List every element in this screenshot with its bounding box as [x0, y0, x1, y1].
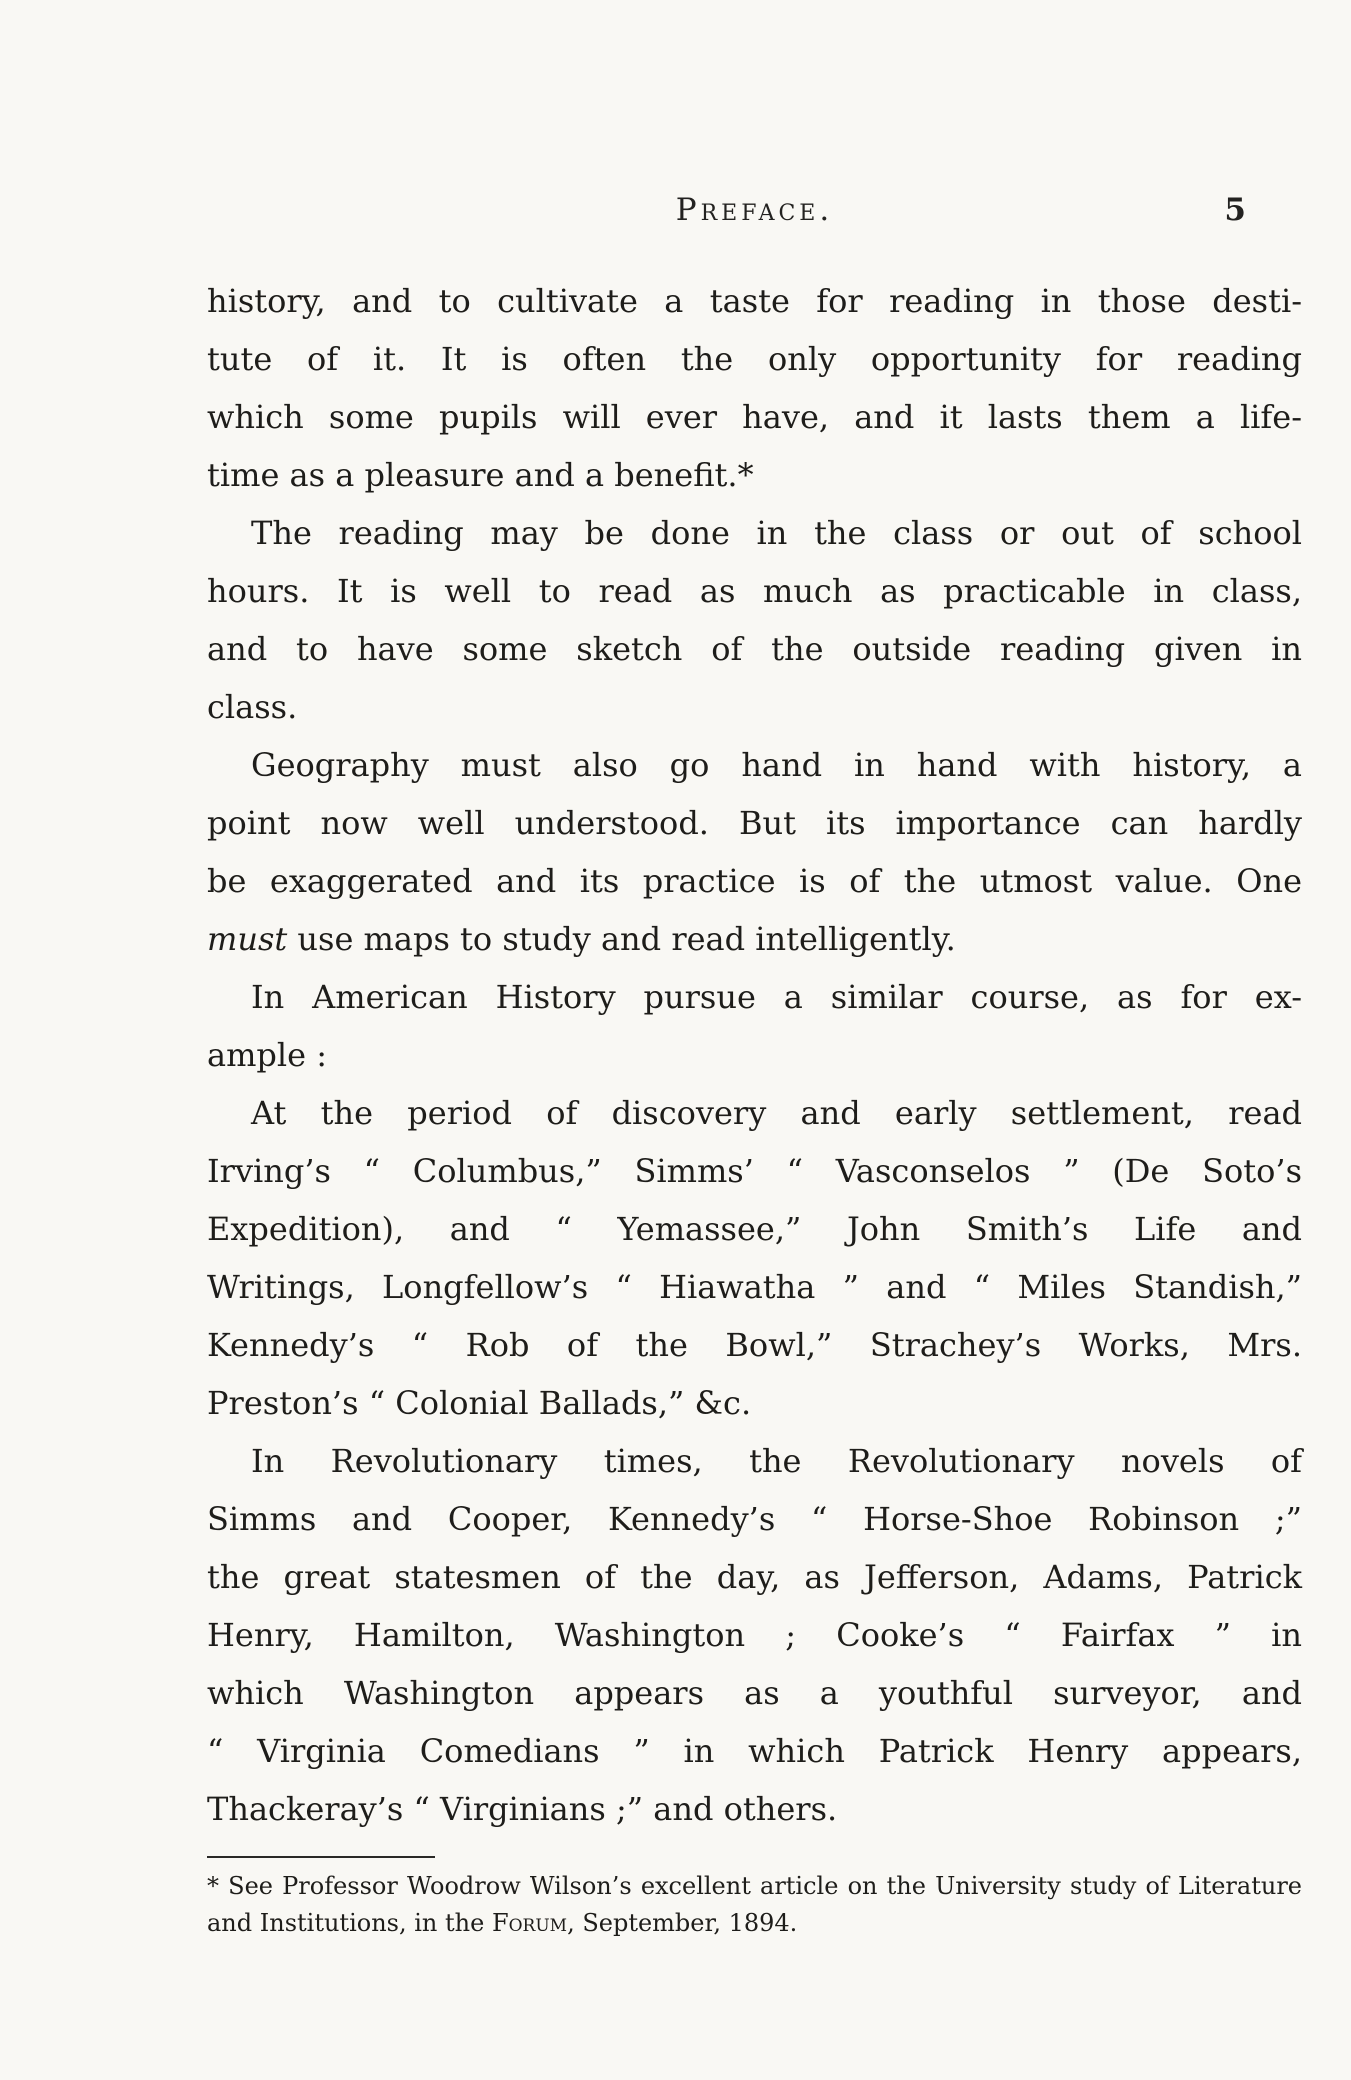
- text-line: [207, 1026, 1302, 1084]
- text-segment: use maps to study and read intelligently.: [287, 920, 956, 958]
- text-segment: The reading may be done in the class or out of school: [251, 514, 1302, 552]
- text-line: [207, 1868, 1302, 1905]
- text-segment: history, and to cultivate a taste for reading in those desti-: [207, 282, 1302, 320]
- text-line: [207, 446, 1302, 504]
- text-line: [207, 1490, 1302, 1548]
- text-line: [207, 562, 1302, 620]
- text-line: [207, 968, 1302, 1026]
- text-segment: which Washington appears as a youthful surveyor, and: [207, 1674, 1302, 1712]
- footnote: [207, 1856, 1302, 1942]
- text-line: [207, 330, 1302, 388]
- text-line: [207, 1200, 1302, 1258]
- text-segment: Preston’s “ Colonial Ballads,” &c.: [207, 1384, 752, 1422]
- text-block: [207, 190, 1302, 1937]
- text-segment: the great statesmen of the day, as Jefferson, Adams, Patrick: [207, 1558, 1302, 1596]
- text-segment: Expedition), and “ Yemassee,” John Smith’s Life and: [207, 1210, 1302, 1248]
- text-line: [207, 1780, 1302, 1838]
- text-segment: Forum: [491, 1909, 568, 1937]
- text-segment: point now well understood. But its importance can hardly: [207, 804, 1302, 842]
- text-segment: Thackeray’s “ Virginians ;” and others.: [207, 1790, 838, 1828]
- text-segment: Geography must also go hand in hand with history, a: [251, 746, 1302, 784]
- text-segment: “ Virginia Comedians ” in which Patrick Henry appears,: [207, 1732, 1302, 1770]
- text-segment: and to have some sketch of the outside reading given in: [207, 630, 1302, 668]
- text-line: [207, 1316, 1302, 1374]
- text-segment: Writings, Longfellow’s “ Hiawatha ” and “ Miles Standish,”: [207, 1268, 1302, 1306]
- text-segment: Henry, Hamilton, Washington ; Cooke’s “ Fairfax ” in: [207, 1616, 1302, 1654]
- text-line: [207, 678, 1302, 736]
- text-line: [207, 620, 1302, 678]
- text-line: [207, 1374, 1302, 1432]
- text-line: [207, 272, 1302, 330]
- text-line: [207, 1606, 1302, 1664]
- text-segment: ample :: [207, 1036, 328, 1074]
- text-segment: , September, 1894.: [567, 1909, 798, 1937]
- text-segment: In American History pursue a similar course, as for ex-: [251, 978, 1302, 1016]
- text-segment: hours. It is well to read as much as practicable in class,: [207, 572, 1302, 610]
- text-segment: class.: [207, 688, 298, 726]
- text-line: [207, 504, 1302, 562]
- page-header: [207, 190, 1302, 250]
- text-line: [207, 794, 1302, 852]
- footnote-lines: [207, 1868, 1302, 1942]
- text-segment: At the period of discovery and early settlement, read: [251, 1094, 1302, 1132]
- text-segment: which some pupils will ever have, and it lasts them a life-: [207, 398, 1302, 436]
- text-segment: Irving’s “ Columbus,” Simms’ “ Vasconselos ” (De Soto’s: [207, 1152, 1302, 1190]
- footnote-rule: [207, 1856, 435, 1858]
- text-segment: * See Professor Woodrow Wilson’s excellent article on the University study of Literature: [207, 1872, 1302, 1900]
- text-segment: time as a pleasure and a benefit.*: [207, 456, 754, 494]
- text-line: [207, 910, 1302, 968]
- text-segment: must: [207, 920, 288, 958]
- text-line: [207, 1258, 1302, 1316]
- text-line: [207, 1142, 1302, 1200]
- text-segment: tute of it. It is often the only opportunity for reading: [207, 340, 1302, 378]
- text-line: [207, 1084, 1302, 1142]
- page-title: Preface.: [675, 192, 834, 228]
- page-body: [207, 272, 1302, 1838]
- text-segment: and Institutions, in the: [207, 1909, 492, 1937]
- text-line: [207, 1432, 1302, 1490]
- text-line: [207, 1722, 1302, 1780]
- text-segment: In Revolutionary times, the Revolutionary novels of: [251, 1442, 1302, 1480]
- text-line: [207, 736, 1302, 794]
- text-line: [207, 388, 1302, 446]
- text-line: [207, 852, 1302, 910]
- text-line: [207, 1905, 1302, 1942]
- text-segment: Kennedy’s “ Rob of the Bowl,” Strachey’s Works, Mrs.: [207, 1326, 1302, 1364]
- text-line: [207, 1548, 1302, 1606]
- text-segment: be exaggerated and its practice is of the utmost value. One: [207, 862, 1302, 900]
- text-segment: Simms and Cooper, Kennedy’s “ Horse-Shoe Robinson ;”: [207, 1500, 1302, 1538]
- page-number: 5: [1224, 192, 1246, 228]
- text-line: [207, 1664, 1302, 1722]
